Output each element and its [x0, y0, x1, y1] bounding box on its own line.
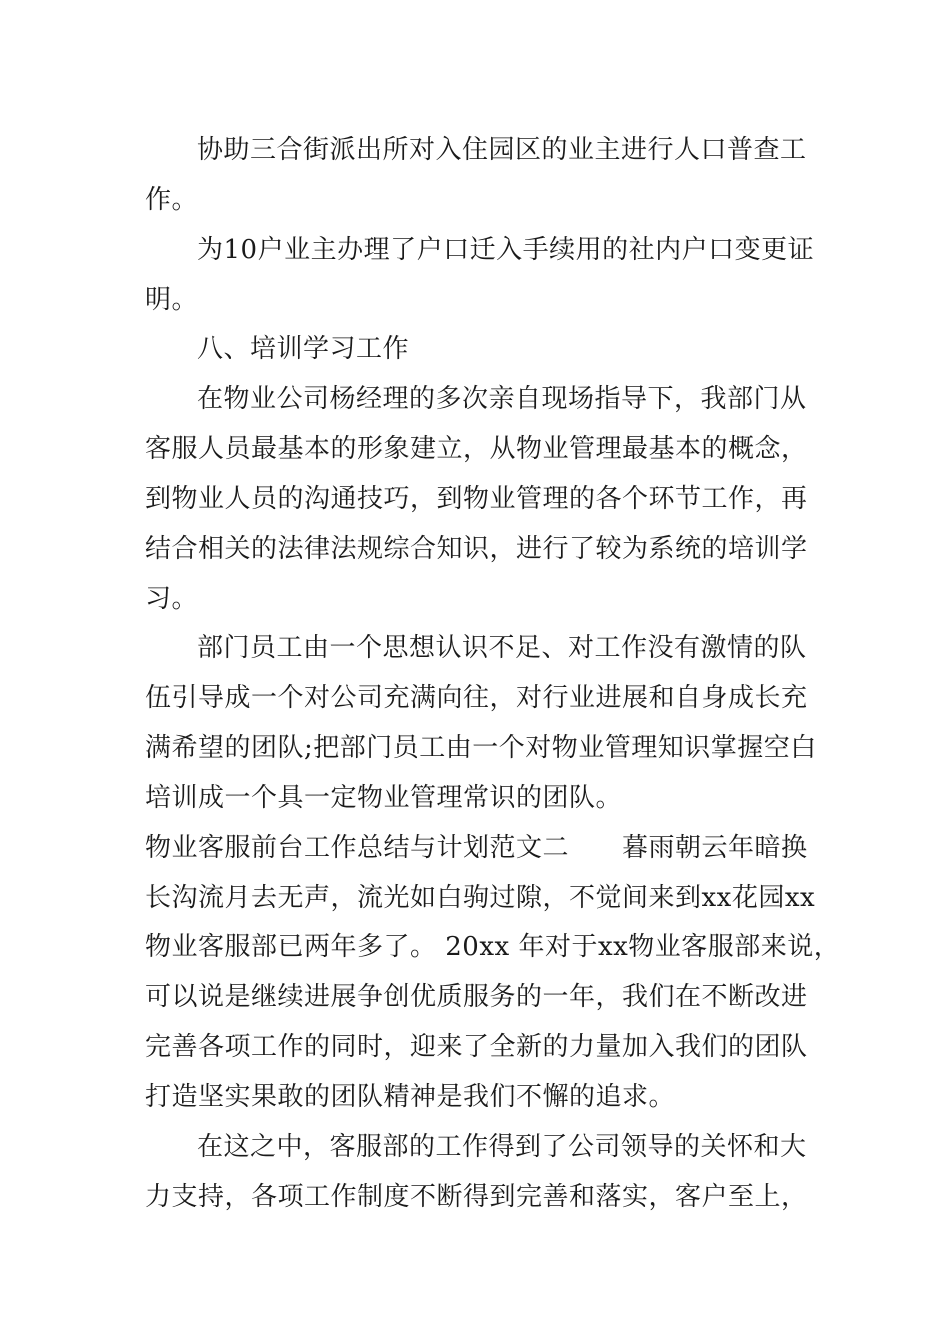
text-line: 伍引导成一个对公司充满向往，对行业进展和自身成长充: [145, 683, 808, 713]
text-line: 物业客服部已两年多了。 20xx 年对于xx物业客服部来说，: [145, 932, 841, 962]
text-line: 打造坚实果敢的团队精神是我们不懈的追求。: [145, 1082, 676, 1112]
text-line: 结合相关的法律法规综合知识，进行了较为系统的培训学: [145, 534, 808, 564]
text-line: 客服人员最基本的形象建立，从物业管理最基本的概念，: [145, 434, 808, 464]
text-line: 满希望的团队;把部门员工由一个对物业管理知识掌握空白: [145, 733, 817, 763]
text-line: 力支持，各项工作制度不断得到完善和落实，客户至上，: [145, 1182, 808, 1212]
text-line: 可以说是继续进展争创优质服务的一年，我们在不断改进: [145, 982, 808, 1012]
text-line: 培训成一个具一定物业管理常识的团队。: [145, 783, 623, 813]
text-line: 明。: [145, 285, 199, 315]
text-line: 在物业公司杨经理的多次亲自现场指导下，我部门从: [197, 384, 807, 414]
section-title-line: 物业客服前台工作总结与计划范文二 暮雨朝云年暗换: [145, 833, 808, 863]
text-line: 习。: [145, 584, 199, 614]
text-line: 在这之中，客服部的工作得到了公司领导的关怀和大: [197, 1132, 807, 1162]
text-line: 为10户业主办理了户口迁入手续用的社内户口变更证: [197, 235, 815, 265]
text-line: 部门员工由一个思想认识不足、对工作没有激情的队: [197, 633, 807, 663]
text-line: 作。: [145, 185, 199, 215]
text-line: 完善各项工作的同时，迎来了全新的力量加入我们的团队: [145, 1032, 808, 1062]
section-heading: 八、培训学习工作: [197, 334, 410, 364]
text-line: 长沟流月去无声，流光如白驹过隙，不觉间来到xx花园xx: [145, 883, 816, 913]
text-line: 协助三合街派出所对入住园区的业主进行人口普查工: [197, 135, 807, 165]
text-line: 到物业人员的沟通技巧，到物业管理的各个环节工作，再: [145, 484, 808, 514]
